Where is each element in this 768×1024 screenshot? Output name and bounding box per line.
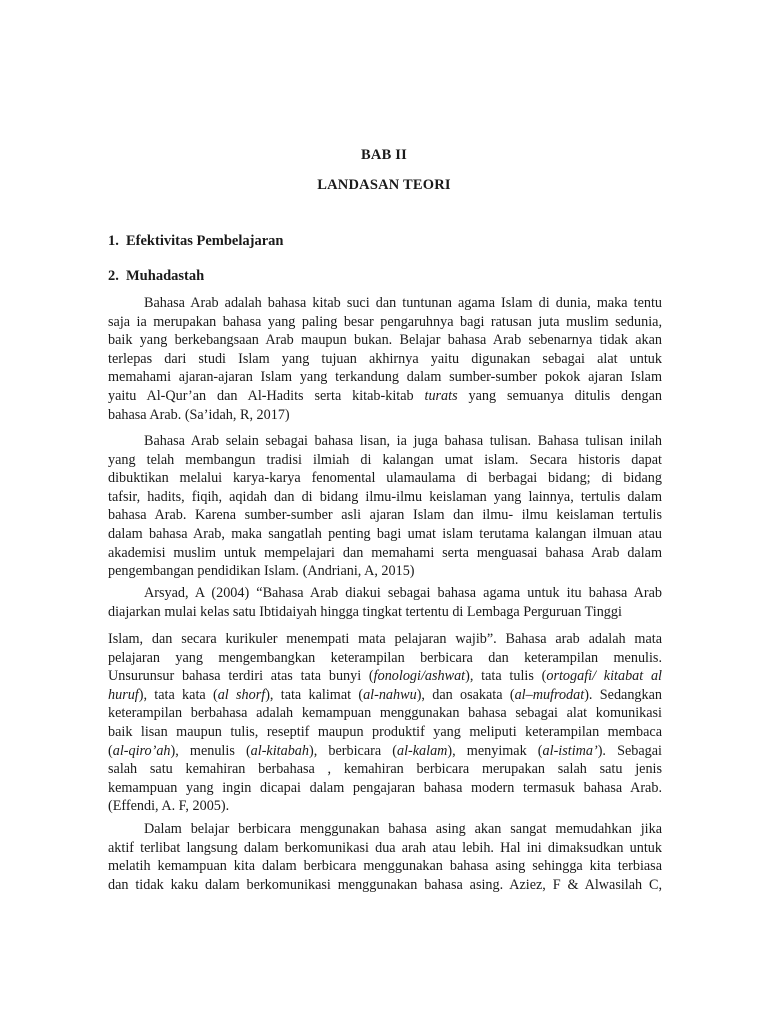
text-line: akademisi muslim untuk mempelajari dan memahami serta menguasai bahasa Arab dalam	[108, 544, 662, 561]
section-number: 1.	[108, 233, 119, 249]
text-line	[108, 667, 662, 686]
italic-term: fonologi/ashwat	[373, 668, 466, 685]
text-run: (	[108, 742, 113, 759]
text-run: ), tata kata (	[138, 686, 218, 703]
text-line: memahami ajaran-ajaran Islam yang terkandung dalam sumber-sumber pokok ajaran Islam	[108, 369, 662, 386]
text-run: Unsurunsur bahasa terdiri atas tata bunyi (	[108, 668, 374, 685]
text-run: yang semuanya ditulis dengan	[457, 387, 662, 404]
section-heading-1	[108, 233, 283, 250]
text-line	[108, 742, 662, 761]
italic-term: al-istima’	[542, 742, 598, 759]
paragraph-1	[108, 294, 662, 424]
text-line: aktif terlibat langsung dalam berkomunikasi dua arah atau lebih. Hal ini dimaksudkan untuk	[108, 839, 662, 856]
text-line: salah satu kemahiran berbahasa , kemahiran berbicara merupakan salah satu jenis	[108, 761, 662, 778]
text-line: baik yang berkebangsaan Arab maupun bukan. Belajar bahasa Arab sebenarnya tidak akan	[108, 332, 662, 349]
text-run: ), tata tulis (	[465, 668, 547, 685]
text-line: dalam bahasa Arab, maka sangatlah penting bagi umat islam terutama kalangan ilmuan atau	[108, 525, 662, 542]
text-line: yang telah membangun tradisi ilmiah di kalangan umat islam. Secara historis dapat	[108, 451, 662, 468]
text-line: pengembangan pendidikan Islam. (Andriani, A, 2015)	[108, 563, 415, 580]
text-run: ). Sebagai	[597, 742, 662, 759]
section-heading-2	[108, 268, 204, 285]
text-line: keterampilan berbahasa adalah kemampuan menggunakan bahasa sebagai alat komunikasi	[108, 705, 662, 722]
paragraph-4	[108, 630, 662, 816]
italic-term: al-kalam	[396, 742, 448, 759]
text-line: dan tidak kaku dalam berkomunikasi menggunakan bahasa asing. Aziez, F & Alwasilah C,	[108, 876, 662, 893]
text-line: baik lisan maupun tulis, reseptif maupun produktif yang meliputi keterampilan membaca	[108, 723, 662, 740]
text-line: Bahasa Arab adalah bahasa kitab suci dan tuntunan agama Islam di dunia, maka tentu	[144, 295, 662, 311]
text-line: bahasa Arab. (Sa’idah, R, 2017)	[108, 406, 290, 423]
italic-term: al shorf	[217, 686, 266, 703]
text-line: kemampuan yang ingin dicapai dalam pengajaran bahasa modern termasuk bahasa Arab.	[108, 779, 662, 796]
text-line: bahasa Arab. Karena sumber-sumber asli ajaran Islam dan ilmu- ilmu keislaman tertulis	[108, 507, 662, 524]
text-line: Bahasa Arab selain sebagai bahasa lisan, ia juga bahasa tulisan. Bahasa tulisan inilah	[144, 433, 662, 449]
italic-term: huruf	[108, 686, 139, 703]
text-line: Islam, dan secara kurikuler menempati mata pelajaran wajib”. Bahasa arab adalah mata	[108, 631, 662, 647]
text-line: Arsyad, A (2004) “Bahasa Arab diakui sebagai bahasa agama untuk itu bahasa Arab	[144, 585, 662, 601]
text-run: ), menyimak (	[447, 742, 543, 759]
text-run: ), menulis (	[170, 742, 251, 759]
italic-term: al-qiro’ah	[112, 742, 171, 759]
text-line	[108, 387, 662, 406]
section-title: Muhadastah	[126, 268, 205, 284]
text-line: Dalam belajar berbicara menggunakan bahasa asing akan sangat memudahkan jika	[144, 821, 662, 837]
paragraph-3	[108, 584, 662, 621]
text-run: ), berbicara (	[309, 742, 397, 759]
text-line: dibuktikan melalui karya-karya fenomental ulamaulama di berbagai bidang; di bidang	[108, 470, 662, 487]
text-line: diajarkan mulai kelas satu Ibtidaiyah hingga tingkat tertentu di Lembaga Perguruan Tinggi	[108, 603, 622, 620]
text-line: (Effendi, A. F, 2005).	[108, 798, 230, 815]
text-line: tafsir, hadits, fiqih, aqidah dan di bidang ilmu-ilmu keislaman yang lainnya, tertulis dalam	[108, 488, 662, 505]
chapter-number: BAB II	[361, 147, 407, 163]
paragraph-5	[108, 820, 662, 894]
section-number: 2.	[108, 268, 119, 284]
italic-term: al-kitabah	[250, 742, 309, 759]
text-line: terlepas dari studi Islam yang tujuan akhirnya yaitu digunakan sebagai alat untuk	[108, 350, 662, 367]
italic-term: al–mufrodat	[514, 686, 585, 703]
section-title: Efektivitas Pembelajaran	[126, 233, 284, 249]
text-line: pelajaran yang mengembangkan keterampilan berbicara dan keterampilan menulis.	[108, 649, 662, 666]
italic-term: turats	[424, 387, 458, 404]
text-line: saja ia merupakan bahasa yang paling besar pengaruhnya bagi ratusan juta muslim sedunia,	[108, 313, 662, 330]
paragraph-2	[108, 432, 662, 581]
text-run: yaitu Al-Qur’an dan Al-Hadits serta kitab-kitab	[108, 387, 425, 404]
italic-term: al-nahwu	[363, 686, 417, 703]
text-line: melatih kemampuan kita dalam berbicara menggunakan bahasa asing sehingga kita terbiasa	[108, 858, 662, 875]
text-run: ). Sedangkan	[584, 686, 663, 703]
text-line	[108, 686, 662, 705]
text-run: ), tata kalimat (	[265, 686, 364, 703]
italic-term: ortogafi/ kitabat al	[546, 668, 662, 685]
text-run: ), dan osakata (	[416, 686, 515, 703]
chapter-title: LANDASAN TEORI	[317, 177, 451, 193]
